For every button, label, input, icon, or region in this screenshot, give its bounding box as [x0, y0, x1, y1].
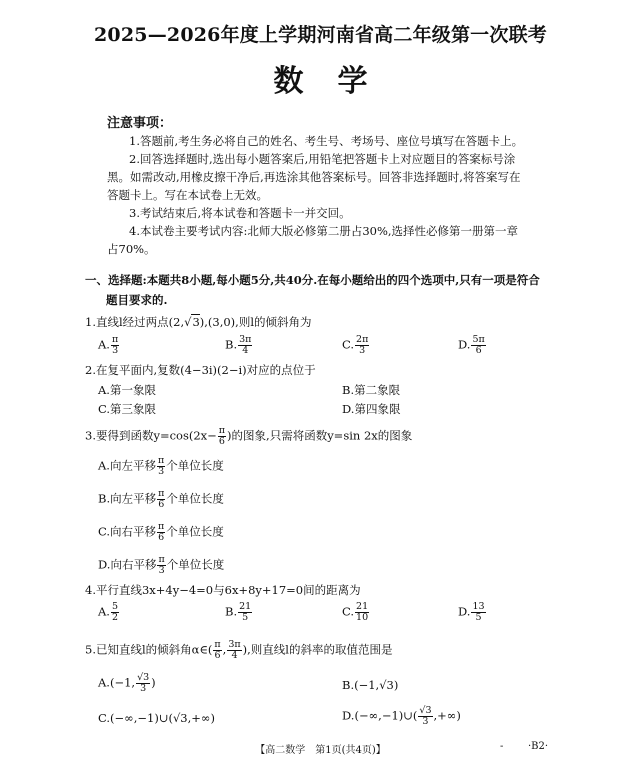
- note-4-line-2: 占70%。: [107, 242, 156, 256]
- subject-title: 数学: [273, 64, 402, 99]
- footer-dash: -: [500, 741, 504, 752]
- question-3-option-d: D.向右平移 $\frac{\pi}{3}$ 个单位长度: [98, 554, 225, 576]
- question-4-option-b: B. $\frac{21}{5}$: [225, 601, 252, 623]
- question-4-option-d: D. $\frac{13}{5}$: [458, 601, 485, 623]
- question-2-option-b: B.第二象限: [342, 383, 401, 397]
- note-2-line-3: 答题卡上。写在本试卷上无效。: [107, 188, 268, 202]
- question-1-option-c: C. $\frac{2\pi}{3}$: [342, 334, 369, 356]
- question-2-option-c: C.第三象限: [98, 402, 157, 416]
- question-4-option-a: A. $\frac{5}{2}$: [98, 601, 119, 623]
- question-3-stem: 3.要得到函数y=cos(2x− $\frac{\pi}{6}$ )的图象,只需将函数y=sin 2x的图象: [85, 425, 413, 447]
- note-2-line-2: 黑。如需改动,用橡皮擦干净后,再选涂其他答案标号。回答非选择题时,将答案写在: [107, 170, 521, 184]
- question-3-option-c: C.向右平移 $\frac{\pi}{6}$ 个单位长度: [98, 521, 224, 543]
- question-5-stem: 5.已知直线l的倾斜角α∈( $\frac{\pi}{6}$ , $\frac{3\pi}{4}$ ),则直线l的斜率的取值范围是: [85, 639, 393, 661]
- question-4-option-c: C. $\frac{21}{10}$: [342, 601, 369, 623]
- exam-title: 2025—2026年度上学期河南省高二年级第一次联考: [94, 24, 547, 46]
- question-3-option-b: B.向左平移 $\frac{\pi}{6}$ 个单位长度: [98, 488, 224, 510]
- question-3-option-a: A.向左平移 $\frac{\pi}{3}$ 个单位长度: [98, 455, 224, 477]
- question-5-option-a: A.(−1, $\frac{√3}{3}$ ): [98, 672, 156, 694]
- note-2-line-1: 2.回答选择题时,选出每小题答案后,用铅笔把答题卡上对应题目的答案标号涂: [129, 152, 516, 166]
- question-4-stem: 4.平行直线3x+4y−4=0与6x+8y+17=0间的距离为: [85, 583, 361, 597]
- question-5-option-c: C.(−∞,−1)∪(√3,+∞): [98, 711, 215, 725]
- note-3: 3.考试结束后,将本试卷和答题卡一并交回。: [129, 206, 351, 220]
- note-4-line-1: 4.本试卷主要考试内容:北师大版必修第二册占30%,选择性必修第一册第一章: [129, 224, 519, 238]
- notes-heading: 注意事项：: [107, 116, 173, 131]
- question-2-stem: 2.在复平面内,复数(4−3i)(2−i)对应的点位于: [85, 363, 316, 377]
- question-2-option-d: D.第四象限: [342, 402, 401, 416]
- question-5-option-b: B.(−1,√3): [342, 678, 399, 692]
- section-heading-line-2: 题目要求的.: [106, 293, 168, 307]
- question-1-stem: 1.直线l经过两点(2,√3),(3,0),则l的倾斜角为: [85, 315, 312, 329]
- page-footer: 【高二数学 第1页(共4页)】: [255, 745, 386, 756]
- question-1-option-d: D. $\frac{5\pi}{6}$: [458, 334, 485, 356]
- question-5-option-d: D.(−∞,−1)∪( $\frac{√3}{3}$ ,+∞): [342, 705, 461, 727]
- note-1: 1.答题前,考生务必将自己的姓名、考生号、考场号、座位号填写在答题卡上。: [129, 134, 524, 148]
- question-2-option-a: A.第一象限: [98, 383, 156, 397]
- paper-code: ·B2·: [528, 741, 549, 752]
- section-heading-line-1: 一、选择题:本题共8小题,每小题5分,共40分.在每小题给出的四个选项中,只有一项是符合: [85, 273, 540, 287]
- question-1-option-b: B. $\frac{3\pi}{4}$: [225, 334, 252, 356]
- question-1-option-a: A. $\frac{\pi}{3}$: [98, 334, 119, 356]
